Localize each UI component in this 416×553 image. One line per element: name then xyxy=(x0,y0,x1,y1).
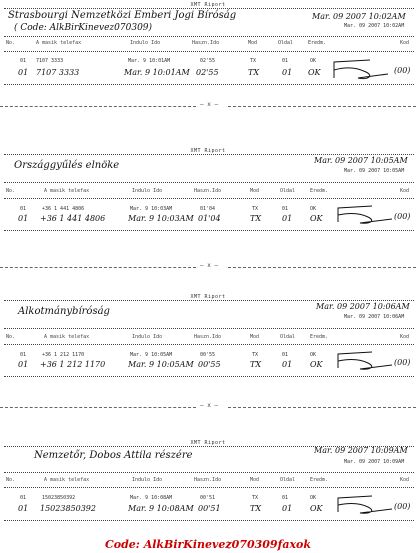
hw-code: (00) xyxy=(394,358,411,367)
col-result: Eredm. xyxy=(310,477,329,483)
hw-mode: TX xyxy=(248,68,260,77)
row-result: OK xyxy=(310,58,317,64)
col-remote-fax: A masik telefax xyxy=(44,477,90,483)
hw-result: OK xyxy=(310,214,323,223)
page-separator xyxy=(0,101,416,111)
hw-code: (00) xyxy=(394,502,411,511)
col-remote-fax: A masik telefax xyxy=(44,188,90,194)
row-remote-fax: 15023850392 xyxy=(42,495,76,501)
separator-mark: — x — xyxy=(200,101,219,108)
printed-date: Mar. 09 2007 10:05AM xyxy=(344,168,405,174)
hw-mode: TX xyxy=(250,504,262,513)
col-mode: Mod xyxy=(250,334,260,340)
fax-report-2 xyxy=(0,148,416,260)
row-no: 01 xyxy=(20,206,27,212)
header-top-rule xyxy=(4,182,414,183)
col-code: Kod xyxy=(400,334,410,340)
col-start-time: Indulo Ido xyxy=(132,188,163,194)
row-pages: 01 xyxy=(282,58,289,64)
header-bottom-rule xyxy=(4,51,414,52)
header-bottom-rule xyxy=(4,198,414,199)
row-mode: TX xyxy=(252,495,259,501)
row-pages: 01 xyxy=(282,352,289,358)
row-pages: 01 xyxy=(282,495,289,501)
row-start-time: Mar. 9 10:05AM xyxy=(130,352,173,358)
hw-start-time: Mar. 9 10:01AM xyxy=(124,68,190,77)
signature xyxy=(334,492,394,516)
hw-result: OK xyxy=(310,504,323,513)
hw-code: (00) xyxy=(394,212,411,221)
hw-no: 01 xyxy=(18,68,29,77)
top-rule xyxy=(4,8,414,9)
col-no: No. xyxy=(6,188,16,194)
col-duration: Haszn.Ido xyxy=(194,188,222,194)
col-no: No. xyxy=(6,477,16,483)
hw-no: 01 xyxy=(18,214,29,223)
code-handwritten: ( Code: AlkBirKinevez070309) xyxy=(14,23,153,33)
col-pages: Oldal xyxy=(278,40,294,46)
hw-start-time: Mar. 9 10:08AM xyxy=(128,504,194,513)
report-bottom-rule xyxy=(4,376,414,377)
col-start-time: Indulo Ido xyxy=(130,40,161,46)
printed-date: Mar. 09 2007 10:06AM xyxy=(344,314,405,320)
row-remote-fax: +36 1 212 1170 xyxy=(42,352,85,358)
hw-duration: 02'55 xyxy=(196,68,219,77)
row-mode: TX xyxy=(252,352,259,358)
report-title: XMT Riport xyxy=(190,148,226,154)
hw-pages: 01 xyxy=(282,214,293,223)
row-result: OK xyxy=(310,495,317,501)
hw-start-time: Mar. 9 10:03AM xyxy=(128,214,194,223)
printed-date: Mar. 09 2007 10:09AM xyxy=(344,459,405,465)
row-start-time: Mar. 9 10:08AM xyxy=(130,495,173,501)
hw-mode: TX xyxy=(250,214,262,223)
col-start-time: Indulo Ido xyxy=(132,477,163,483)
row-no: 01 xyxy=(20,58,27,64)
row-no: 01 xyxy=(20,495,27,501)
handwritten-date: Mar. 09 2007 10:09AM xyxy=(314,446,408,455)
row-start-time: Mar. 9 10:03AM xyxy=(130,206,173,212)
row-mode: TX xyxy=(252,206,259,212)
col-remote-fax: A masik telefax xyxy=(44,334,90,340)
col-duration: Haszn.Ido xyxy=(194,334,222,340)
document-code-footer: Code: AlkBirKinevez070309faxok xyxy=(105,538,311,551)
hw-code: (00) xyxy=(394,66,411,75)
signature xyxy=(334,348,394,372)
col-code: Kod xyxy=(400,40,410,46)
hw-remote-fax: +36 1 441 4806 xyxy=(40,214,106,223)
fax-report-1 xyxy=(0,2,416,114)
hw-pages: 01 xyxy=(282,504,293,513)
hw-no: 01 xyxy=(18,504,29,513)
row-duration: 00'55 xyxy=(200,352,216,358)
report-bottom-rule xyxy=(4,520,414,521)
page-separator xyxy=(0,262,416,272)
recipient-handwritten: Országgyűlés elnöke xyxy=(14,160,120,171)
hw-mode: TX xyxy=(250,360,262,369)
hw-result: OK xyxy=(308,68,321,77)
header-top-rule xyxy=(4,36,414,37)
col-result: Eredm. xyxy=(308,40,327,46)
col-pages: Oldal xyxy=(280,477,296,483)
row-remote-fax: 7107 3333 xyxy=(36,58,64,64)
recipient-handwritten: Strasbourgi Nemzetközi Emberi Jogi Bíróság xyxy=(8,10,237,21)
col-no: No. xyxy=(6,334,16,340)
hw-pages: 01 xyxy=(282,360,293,369)
top-rule xyxy=(4,300,414,301)
hw-pages: 01 xyxy=(282,68,293,77)
fax-report-4 xyxy=(0,440,416,552)
header-bottom-rule xyxy=(4,487,414,488)
report-title: XMT Riport xyxy=(190,294,226,300)
col-duration: Haszn.Ido xyxy=(194,477,222,483)
col-remote-fax: A masik telefax xyxy=(36,40,82,46)
report-bottom-rule xyxy=(4,230,414,231)
page-separator xyxy=(0,402,416,412)
col-mode: Mod xyxy=(248,40,258,46)
hw-no: 01 xyxy=(18,360,29,369)
col-start-time: Indulo Ido xyxy=(132,334,163,340)
printed-date: Mar. 09 2007 10:02AM xyxy=(344,23,405,29)
hw-start-time: Mar. 9 10:05AM xyxy=(128,360,194,369)
report-bottom-rule xyxy=(4,84,414,85)
header-top-rule xyxy=(4,472,414,473)
col-result: Eredm. xyxy=(310,188,329,194)
report-title: XMT Riport xyxy=(190,440,226,446)
signature xyxy=(334,202,394,226)
report-title: XMT Riport xyxy=(190,2,226,8)
hw-remote-fax: +36 1 212 1170 xyxy=(40,360,106,369)
row-duration: 00'51 xyxy=(200,495,216,501)
hw-remote-fax: 15023850392 xyxy=(40,504,96,513)
row-pages: 01 xyxy=(282,206,289,212)
col-pages: Oldal xyxy=(280,188,296,194)
handwritten-date: Mar. 09 2007 10:06AM xyxy=(316,302,410,311)
row-duration: 01'04 xyxy=(200,206,216,212)
hw-result: OK xyxy=(310,360,323,369)
signature xyxy=(330,56,390,82)
row-duration: 02'55 xyxy=(200,58,216,64)
row-start-time: Mar. 9 10:01AM xyxy=(128,58,171,64)
header-top-rule xyxy=(4,328,414,329)
col-duration: Haszn.Ido xyxy=(192,40,220,46)
col-code: Kod xyxy=(400,477,410,483)
recipient-handwritten: Nemzetőr, Dobos Attila részére xyxy=(34,450,193,461)
col-result: Eredm. xyxy=(310,334,329,340)
hw-duration: 00'51 xyxy=(198,504,221,513)
col-mode: Mod xyxy=(250,477,260,483)
fax-report-3 xyxy=(0,294,416,406)
col-code: Kod xyxy=(400,188,410,194)
row-remote-fax: +36 1 441 4806 xyxy=(42,206,85,212)
row-mode: TX xyxy=(250,58,257,64)
recipient-handwritten: Alkotmánybíróság xyxy=(18,306,110,317)
row-result: OK xyxy=(310,352,317,358)
hw-duration: 00'55 xyxy=(198,360,221,369)
hw-remote-fax: 7107 3333 xyxy=(36,68,80,77)
row-no: 01 xyxy=(20,352,27,358)
col-mode: Mod xyxy=(250,188,260,194)
top-rule xyxy=(4,154,414,155)
col-pages: Oldal xyxy=(280,334,296,340)
handwritten-date: Mar. 09 2007 10:02AM xyxy=(312,12,406,21)
hw-duration: 01'04 xyxy=(198,214,221,223)
row-result: OK xyxy=(310,206,317,212)
separator-mark: — x — xyxy=(200,402,219,409)
handwritten-date: Mar. 09 2007 10:05AM xyxy=(314,156,408,165)
header-bottom-rule xyxy=(4,344,414,345)
separator-mark: — x — xyxy=(200,262,219,269)
col-no: No. xyxy=(6,40,16,46)
